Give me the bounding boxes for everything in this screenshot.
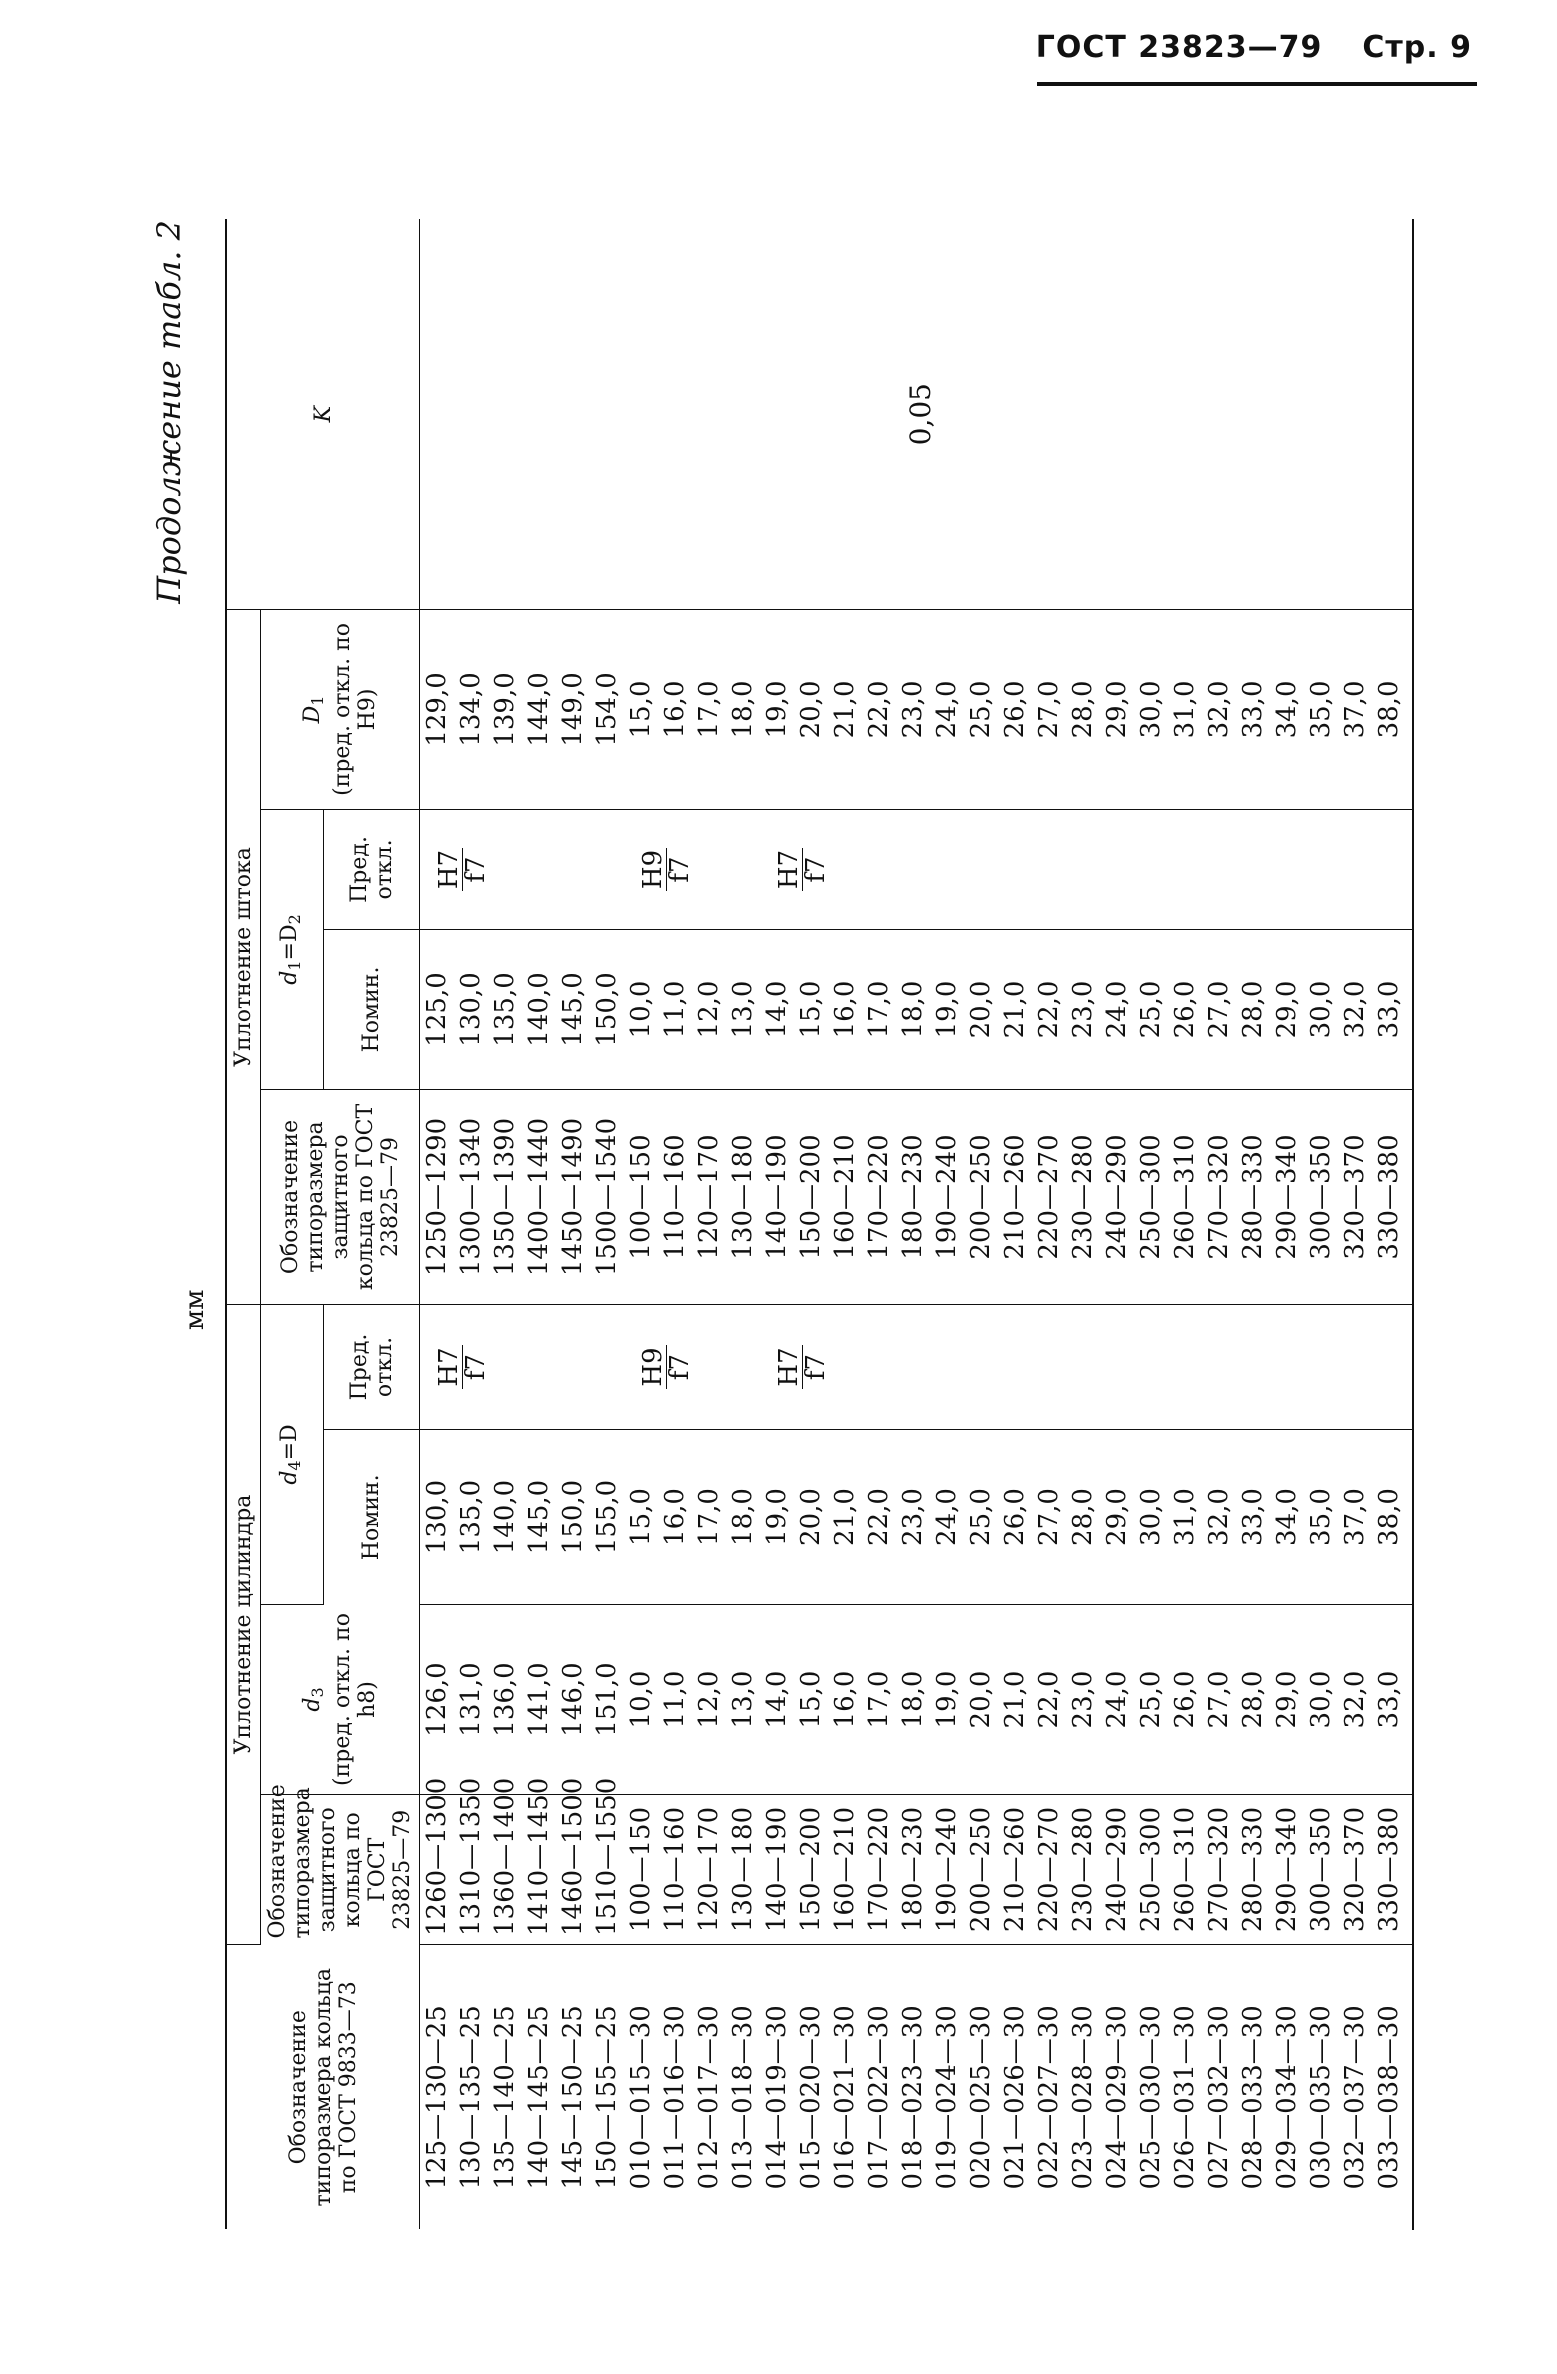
col-D1-header: $D_1$ (пред. откл. по H9) <box>261 609 420 809</box>
tolerance-fit: H9 f7 <box>638 1347 695 1387</box>
cylinder-ring-cell: 210—260 <box>998 1795 1032 1945</box>
cylinder-ring-cell: 160—210 <box>828 1795 862 1945</box>
d1-nominal-cell: 145,0 <box>556 929 590 1089</box>
cylinder-ring-cell: 110—160 <box>658 1795 692 1945</box>
rod-ring-cell: 1300—1340 <box>454 1089 488 1304</box>
rod-ring-cell: 180—230 <box>896 1089 930 1304</box>
D1-cell: 15,0 <box>624 609 658 809</box>
col-d3-header: $d_3$ (пред. откл. по h8) <box>261 1605 420 1795</box>
d3-cell: 136,0 <box>488 1605 522 1795</box>
d1-nominal-cell: 26,0 <box>1168 929 1202 1089</box>
d4-nominal-cell: 130,0 <box>420 1430 455 1605</box>
cylinder-ring-cell: 100—150 <box>624 1795 658 1945</box>
units-label: мм <box>180 1289 210 1330</box>
d4-nominal-cell: 145,0 <box>522 1430 556 1605</box>
k-value: 0,05 <box>903 383 937 446</box>
ring-designation-cell: 024—029—30 <box>1102 2005 1132 2190</box>
rod-ring-cell: 300—350 <box>1304 1089 1338 1304</box>
d1-nominal-cell: 140,0 <box>522 929 556 1089</box>
d4-nominal-cell: 20,0 <box>794 1430 828 1605</box>
d3-cell: 20,0 <box>964 1605 998 1795</box>
d1-nominal-cell: 28,0 <box>1236 929 1270 1089</box>
d1-nominal-cell: 29,0 <box>1270 929 1304 1089</box>
d3-cell: 141,0 <box>522 1605 556 1795</box>
d4-nominal-cell: 150,0 <box>556 1430 590 1605</box>
cylinder-ring-cell: 130—180 <box>726 1795 760 1945</box>
rod-ring-cell: 120—170 <box>692 1089 726 1304</box>
d4-nominal-cell: 27,0 <box>1032 1430 1066 1605</box>
d3-cell: 33,0 <box>1372 1605 1413 1795</box>
d3-cell: 27,0 <box>1202 1605 1236 1795</box>
header-rule <box>1037 82 1477 86</box>
ring-designation-cell: 145—150—25 <box>558 2005 588 2190</box>
d1-nominal-cell: 10,0 <box>624 929 658 1089</box>
D1-cell: 37,0 <box>1338 609 1372 809</box>
table-row <box>420 219 455 2229</box>
k-value-cell <box>420 219 1414 609</box>
ring-designation-cell: 017—022—30 <box>864 2005 894 2190</box>
ring-designation-cell: 012—017—30 <box>694 2005 724 2190</box>
d1-nominal-cell: 17,0 <box>862 929 896 1089</box>
d1-nominal-cell: 33,0 <box>1372 929 1413 1089</box>
ring-designation-cell: 028—033—30 <box>1238 2005 1268 2190</box>
rod-ring-cell: 1500—1540 <box>590 1089 624 1304</box>
rod-ring-cell: 190—240 <box>930 1089 964 1304</box>
D1-cell: 32,0 <box>1202 609 1236 809</box>
rod-ring-cell: 1400—1440 <box>522 1089 556 1304</box>
d1-tolerance-cell <box>624 809 760 929</box>
col-k-header: K <box>226 219 420 609</box>
d3-cell: 126,0 <box>420 1605 455 1795</box>
ring-designation-cell: 025—030—30 <box>1136 2005 1166 2190</box>
col-d4-tolerance-header: Пред. откл. <box>324 1304 420 1429</box>
cylinder-ring-cell: 120—170 <box>692 1795 726 1945</box>
ring-designation-cell: 130—135—25 <box>456 2005 486 2190</box>
d4-nominal-cell: 33,0 <box>1236 1430 1270 1605</box>
d1-nominal-cell: 14,0 <box>760 929 794 1089</box>
col-d1-tolerance-header: Пред. откл. <box>324 809 420 929</box>
D1-cell: 29,0 <box>1100 609 1134 809</box>
D1-cell: 31,0 <box>1168 609 1202 809</box>
cylinder-ring-cell: 300—350 <box>1304 1795 1338 1945</box>
ring-designation-cell: 018—023—30 <box>898 2005 928 2190</box>
D1-cell: 33,0 <box>1236 609 1270 809</box>
d3-cell: 30,0 <box>1304 1605 1338 1795</box>
d3-cell: 11,0 <box>658 1605 692 1795</box>
cylinder-ring-cell: 1260—1300 <box>420 1795 455 1945</box>
table-caption: Продолжение табл. 2 <box>150 220 188 604</box>
cylinder-ring-cell: 200—250 <box>964 1795 998 1945</box>
d4-nominal-cell: 155,0 <box>590 1430 624 1605</box>
rod-ring-cell: 110—160 <box>658 1089 692 1304</box>
rod-ring-cell: 220—270 <box>1032 1089 1066 1304</box>
dimensions-table <box>225 219 1414 2230</box>
ring-designation-cell: 026—031—30 <box>1170 2005 1200 2190</box>
D1-cell: 144,0 <box>522 609 556 809</box>
rod-ring-cell: 170—220 <box>862 1089 896 1304</box>
d1-nominal-cell: 135,0 <box>488 929 522 1089</box>
header-row-1 <box>226 219 261 2229</box>
rod-group-header: Уплотнение штока <box>226 609 261 1304</box>
d4-nominal-cell: 37,0 <box>1338 1430 1372 1605</box>
D1-cell: 154,0 <box>590 609 624 809</box>
D1-cell: 28,0 <box>1066 609 1100 809</box>
d3-cell: 29,0 <box>1270 1605 1304 1795</box>
table-bottom-rule <box>1413 219 1414 2229</box>
rod-ring-cell: 1350—1390 <box>488 1089 522 1304</box>
cylinder-ring-cell: 1310—1350 <box>454 1795 488 1945</box>
col-d1-header: $d_1=D_2$ <box>261 809 324 1089</box>
ring-designation-cell: 032—037—30 <box>1340 2005 1370 2190</box>
ring-designation-cell: 021—026—30 <box>1000 2005 1030 2190</box>
d1-nominal-cell: 16,0 <box>828 929 862 1089</box>
d4-nominal-cell: 22,0 <box>862 1430 896 1605</box>
cylinder-ring-cell: 280—330 <box>1236 1795 1270 1945</box>
d4-nominal-cell: 17,0 <box>692 1430 726 1605</box>
D1-cell: 134,0 <box>454 609 488 809</box>
d4-tolerance-cell <box>420 1304 625 1429</box>
d1-nominal-cell: 15,0 <box>794 929 828 1089</box>
cylinder-ring-cell: 180—230 <box>896 1795 930 1945</box>
ring-designation-cell: 140—145—25 <box>524 2005 554 2190</box>
cylinder-ring-cell: 170—220 <box>862 1795 896 1945</box>
ring-designation-cell: 013—018—30 <box>728 2005 758 2190</box>
col-d1-nominal-header: Номин. <box>324 929 420 1089</box>
d4-nominal-cell: 18,0 <box>726 1430 760 1605</box>
d4-nominal-cell: 28,0 <box>1066 1430 1100 1605</box>
d4-nominal-cell: 32,0 <box>1202 1430 1236 1605</box>
rod-ring-cell: 260—310 <box>1168 1089 1202 1304</box>
d4-nominal-cell: 15,0 <box>624 1430 658 1605</box>
d3-cell: 25,0 <box>1134 1605 1168 1795</box>
cylinder-ring-cell: 140—190 <box>760 1795 794 1945</box>
d1-nominal-cell: 25,0 <box>1134 929 1168 1089</box>
d1-nominal-cell: 130,0 <box>454 929 488 1089</box>
d4-nominal-cell: 21,0 <box>828 1430 862 1605</box>
d3-cell: 14,0 <box>760 1605 794 1795</box>
rod-ring-cell: 140—190 <box>760 1089 794 1304</box>
rod-ring-cell: 160—210 <box>828 1089 862 1304</box>
ring-designation-cell: 033—038—30 <box>1374 2005 1404 2190</box>
cylinder-ring-cell: 270—320 <box>1202 1795 1236 1945</box>
D1-cell: 16,0 <box>658 609 692 809</box>
d1-nominal-cell: 30,0 <box>1304 929 1338 1089</box>
ring-designation-cell: 027—032—30 <box>1204 2005 1234 2190</box>
d1-nominal-cell: 125,0 <box>420 929 455 1089</box>
tolerance-fit: H7 f7 <box>774 1347 831 1387</box>
D1-cell: 35,0 <box>1304 609 1338 809</box>
rod-ring-cell: 200—250 <box>964 1089 998 1304</box>
rod-ring-cell: 240—290 <box>1100 1089 1134 1304</box>
rod-ring-cell: 320—370 <box>1338 1089 1372 1304</box>
cylinder-ring-cell: 1360—1400 <box>488 1795 522 1945</box>
d1-nominal-cell: 18,0 <box>896 929 930 1089</box>
tolerance-fit: H9 f7 <box>638 849 695 890</box>
col-d4-nominal-header: Номин. <box>324 1430 420 1605</box>
d1-nominal-cell: 12,0 <box>692 929 726 1089</box>
D1-cell: 24,0 <box>930 609 964 809</box>
cylinder-ring-cell: 1510—1550 <box>590 1795 624 1945</box>
d1-nominal-cell: 11,0 <box>658 929 692 1089</box>
D1-cell: 129,0 <box>420 609 455 809</box>
d3-cell: 131,0 <box>454 1605 488 1795</box>
cylinder-ring-cell: 150—200 <box>794 1795 828 1945</box>
d1-tolerance-cell <box>760 809 1413 929</box>
tolerance-fit: H7 f7 <box>434 849 491 890</box>
D1-cell: 19,0 <box>760 609 794 809</box>
cylinder-ring-cell: 290—340 <box>1270 1795 1304 1945</box>
d4-nominal-cell: 31,0 <box>1168 1430 1202 1605</box>
cylinder-ring-cell: 190—240 <box>930 1795 964 1945</box>
ring-designation-cell: 029—034—30 <box>1272 2005 1302 2190</box>
D1-cell: 18,0 <box>726 609 760 809</box>
D1-cell: 149,0 <box>556 609 590 809</box>
rotated-table-area <box>150 210 1450 2230</box>
D1-cell: 20,0 <box>794 609 828 809</box>
rod-ring-cell: 250—300 <box>1134 1089 1168 1304</box>
d1-tolerance-cell <box>420 809 625 929</box>
ring-designation-cell: 014—019—30 <box>762 2005 792 2190</box>
rod-ring-cell: 280—330 <box>1236 1089 1270 1304</box>
col-designation-header: Обозначение типоразмера кольца по ГОСТ 9833—73 <box>226 1945 420 2230</box>
d4-nominal-cell: 25,0 <box>964 1430 998 1605</box>
d3-cell: 32,0 <box>1338 1605 1372 1795</box>
ring-designation-cell: 022—027—30 <box>1034 2005 1064 2190</box>
ring-designation-cell: 150—155—25 <box>592 2005 622 2190</box>
d4-nominal-cell: 34,0 <box>1270 1430 1304 1605</box>
cylinder-ring-cell: 220—270 <box>1032 1795 1066 1945</box>
ring-designation-cell: 019—024—30 <box>932 2005 962 2190</box>
d4-nominal-cell: 23,0 <box>896 1430 930 1605</box>
d4-nominal-cell: 140,0 <box>488 1430 522 1605</box>
D1-cell: 34,0 <box>1270 609 1304 809</box>
D1-cell: 27,0 <box>1032 609 1066 809</box>
col-d4-header: $d_4=D$ <box>261 1304 324 1604</box>
D1-cell: 17,0 <box>692 609 726 809</box>
d3-cell: 10,0 <box>624 1605 658 1795</box>
d4-nominal-cell: 19,0 <box>760 1430 794 1605</box>
D1-cell: 22,0 <box>862 609 896 809</box>
d1-nominal-cell: 21,0 <box>998 929 1032 1089</box>
table-body <box>420 219 1414 2229</box>
d4-nominal-cell: 26,0 <box>998 1430 1032 1605</box>
rod-ring-cell: 270—320 <box>1202 1089 1236 1304</box>
rod-ring-cell: 1250—1290 <box>420 1089 455 1304</box>
cylinder-ring-cell: 330—380 <box>1372 1795 1413 1945</box>
d3-cell: 26,0 <box>1168 1605 1202 1795</box>
D1-cell: 30,0 <box>1134 609 1168 809</box>
d3-cell: 13,0 <box>726 1605 760 1795</box>
cylinder-ring-cell: 320—370 <box>1338 1795 1372 1945</box>
d1-nominal-cell: 19,0 <box>930 929 964 1089</box>
col-cyl-ring-header: Обозначение типоразмера защитного кольца по ГОСТ 23825—79 <box>261 1795 420 1945</box>
d1-nominal-cell: 27,0 <box>1202 929 1236 1089</box>
d4-nominal-cell: 29,0 <box>1100 1430 1134 1605</box>
standard-number: ГОСТ 23823—79 <box>1035 30 1323 65</box>
ring-designation-cell: 125—130—25 <box>422 2005 452 2190</box>
d3-cell: 24,0 <box>1100 1605 1134 1795</box>
ring-designation-cell: 010—015—30 <box>626 2005 656 2190</box>
d4-nominal-cell: 38,0 <box>1372 1430 1413 1605</box>
D1-cell: 25,0 <box>964 609 998 809</box>
ring-designation-cell: 015—020—30 <box>796 2005 826 2190</box>
ring-designation-cell: 020—025—30 <box>966 2005 996 2190</box>
ring-designation-cell: 023—028—30 <box>1068 2005 1098 2190</box>
rod-ring-cell: 1450—1490 <box>556 1089 590 1304</box>
tolerance-fit: H7 f7 <box>774 849 831 890</box>
rod-ring-cell: 230—280 <box>1066 1089 1100 1304</box>
d4-tolerance-cell <box>760 1304 1413 1429</box>
d3-cell: 17,0 <box>862 1605 896 1795</box>
page-number: Стр. 9 <box>1362 30 1472 65</box>
cylinder-ring-cell: 260—310 <box>1168 1795 1202 1945</box>
d1-nominal-cell: 20,0 <box>964 929 998 1089</box>
rod-ring-cell: 150—200 <box>794 1089 828 1304</box>
ring-designation-cell: 011—016—30 <box>660 2005 690 2190</box>
rod-ring-cell: 290—340 <box>1270 1089 1304 1304</box>
cylinder-ring-cell: 1460—1500 <box>556 1795 590 1945</box>
rod-ring-cell: 210—260 <box>998 1089 1032 1304</box>
d3-cell: 21,0 <box>998 1605 1032 1795</box>
cylinder-ring-cell: 1410—1450 <box>522 1795 556 1945</box>
d4-nominal-cell: 35,0 <box>1304 1430 1338 1605</box>
D1-cell: 23,0 <box>896 609 930 809</box>
d4-nominal-cell: 30,0 <box>1134 1430 1168 1605</box>
d4-nominal-cell: 135,0 <box>454 1430 488 1605</box>
cylinder-ring-cell: 240—290 <box>1100 1795 1134 1945</box>
d3-cell: 15,0 <box>794 1605 828 1795</box>
d3-cell: 18,0 <box>896 1605 930 1795</box>
D1-cell: 26,0 <box>998 609 1032 809</box>
d4-tolerance-cell <box>624 1304 760 1429</box>
page-header <box>1036 30 1472 65</box>
d3-cell: 28,0 <box>1236 1605 1270 1795</box>
d4-nominal-cell: 24,0 <box>930 1430 964 1605</box>
D1-cell: 38,0 <box>1372 609 1413 809</box>
d1-nominal-cell: 22,0 <box>1032 929 1066 1089</box>
d1-nominal-cell: 150,0 <box>590 929 624 1089</box>
tolerance-fit: H7 f7 <box>434 1347 491 1387</box>
d3-cell: 23,0 <box>1066 1605 1100 1795</box>
col-rod-ring-header: Обозначение типоразмера защитного кольца по ГОСТ 23825—79 <box>261 1089 420 1304</box>
d3-cell: 12,0 <box>692 1605 726 1795</box>
rod-ring-cell: 130—180 <box>726 1089 760 1304</box>
d3-cell: 16,0 <box>828 1605 862 1795</box>
cylinder-ring-cell: 230—280 <box>1066 1795 1100 1945</box>
d3-cell: 22,0 <box>1032 1605 1066 1795</box>
D1-cell: 139,0 <box>488 609 522 809</box>
d1-nominal-cell: 32,0 <box>1338 929 1372 1089</box>
d3-cell: 19,0 <box>930 1605 964 1795</box>
rod-ring-cell: 330—380 <box>1372 1089 1413 1304</box>
d4-nominal-cell: 16,0 <box>658 1430 692 1605</box>
d3-cell: 146,0 <box>556 1605 590 1795</box>
d3-cell: 151,0 <box>590 1605 624 1795</box>
D1-cell: 21,0 <box>828 609 862 809</box>
d1-nominal-cell: 23,0 <box>1066 929 1100 1089</box>
cylinder-ring-cell: 250—300 <box>1134 1795 1168 1945</box>
ring-designation-cell: 030—035—30 <box>1306 2005 1336 2190</box>
cylinder-group-header: Уплотнение цилиндра <box>226 1304 261 1944</box>
ring-designation-cell: 016—021—30 <box>830 2005 860 2190</box>
d1-nominal-cell: 24,0 <box>1100 929 1134 1089</box>
d1-nominal-cell: 13,0 <box>726 929 760 1089</box>
rod-ring-cell: 100—150 <box>624 1089 658 1304</box>
ring-designation-cell: 135—140—25 <box>490 2005 520 2190</box>
